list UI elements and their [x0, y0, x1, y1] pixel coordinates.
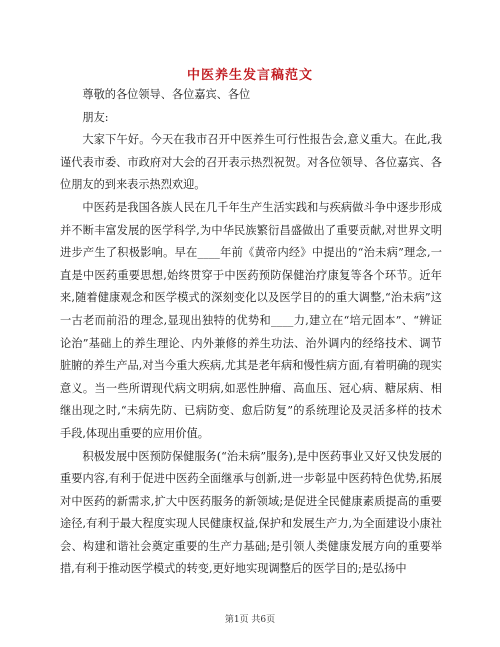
paragraph-preventive-care: 积极发展中医预防保健服务(“治未病”服务),是中医药事业又好又快发展的重要内容,有利于促进中医药全面继承与创新,进一步彰显中医药特色优势,拓展对中医药的新需求,扩大中医药服务的新领域;是促进全民健康素质提高的重要途径,有利于最大程度实现人民健康权益,保护和发展生产力,为全面建设小康社会、构建和谐社会奠定重要的生产力基础;是引领人类健康发展方向的重要举措,有利于推动医学模式的转变,更好地实现调整后的医学目的;是弘扬中: [60, 449, 442, 576]
salutation-line-1: 尊敬的各位领导、各位嘉宾、各位: [82, 88, 251, 101]
document-body: [60, 84, 442, 581]
salutation-line-2: 朋友:: [82, 110, 109, 124]
page-number: 第1页 共6页: [224, 615, 276, 625]
paragraph-tcm-history: 中医药是我国各族人民在几千年生产生活实践和与疾病做斗争中逐步形成并不断丰富发展的医学科学,为中华民族繁衍昌盛做出了重要贡献,对世界文明进步产生了积极影响。早在____年前《黄帝内经》中提出的“治未病”理念,一直是中医药重要思想,始终贯穿于中医药预防保健治疗康复等各个环节。近年来,随着健康观念和医学模式的深刻变化以及医学目的的重大调整,“治未病”这一古老而前沿的理念,显现出独特的优势和____力,建立在“培元固本”、“辨证论治”基础上的养生理论、内外兼修的养生功法、治外调内的经络技术、调节脏腑的养生产品,对当今重大疾病,尤其是老年病和慢性病方面,有着明确的现实意义。当一些所谓现代病文明病,如恶性肿瘤、高血压、冠心病、糖尿病、相继出现之时,“未病先防、已病防变、愈后防复”的系统理论及灵活多样的技术手段,体现出重要的应用价值。: [60, 200, 442, 440]
document-title: 中医养生发言稿范文: [186, 68, 313, 83]
paragraph-greeting: 大家下午好。今天在我市召开中医养生可行性报告会,意义重大。在此,我谨代表市委、市政府对大会的召开表示热烈祝贺。对各位领导、各位嘉宾、各位朋友的到来表示热烈欢迎。: [60, 133, 442, 192]
